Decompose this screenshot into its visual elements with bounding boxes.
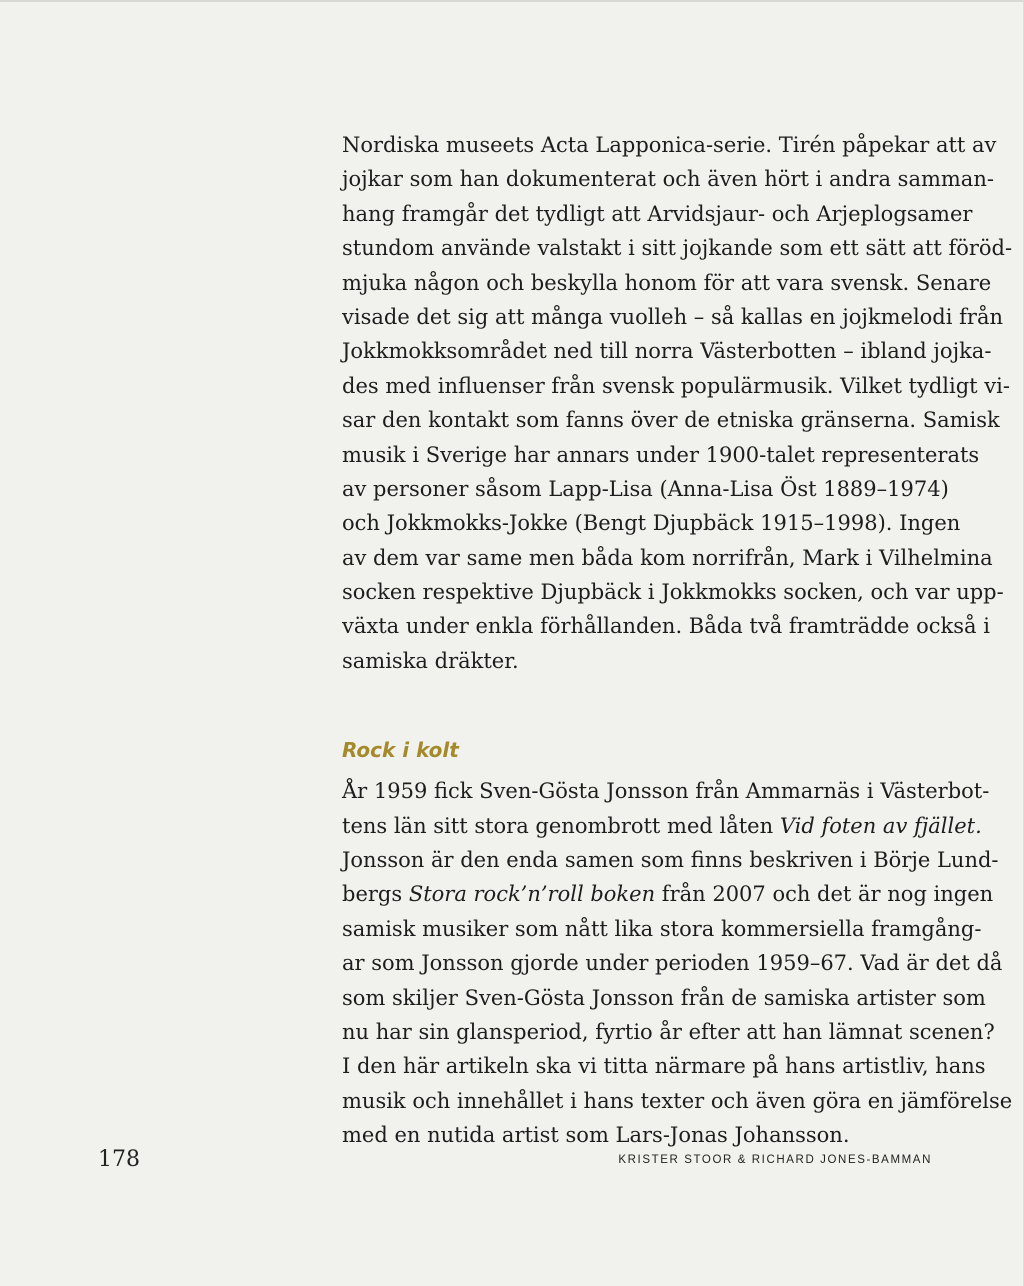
page-number: 178: [98, 1147, 140, 1172]
text-line: musik i Sverige har annars under 1900-talet representerats: [342, 442, 980, 467]
text-line: ar som Jonsson gjorde under perioden 1959–67. Vad är det då: [342, 951, 1003, 976]
text-line: [342, 809, 982, 843]
song-title: Vid foten av fjället.: [779, 813, 982, 838]
running-footer-authors: KRISTER STOOR & RICHARD JONES-BAMMAN: [618, 1154, 932, 1166]
text-line: samiska dräkter.: [342, 648, 519, 673]
text-line: och Jokkmokks-Jokke (Bengt Djupbäck 1915–1998). Ingen: [342, 511, 961, 536]
text-fragment: tens län sitt stora genombrott med låten: [342, 813, 780, 838]
text-line: med en nutida artist som Lars-Jonas Johansson.: [342, 1123, 850, 1148]
text-line: [342, 877, 994, 911]
text-line: sar den kontakt som fanns över de etniska gränserna. Samisk: [342, 408, 1000, 433]
main-text-column: [342, 128, 1013, 1153]
text-line: musik och innehållet i hans texter och även göra en jämförelse: [342, 1088, 1013, 1113]
text-fragment: från 2007 och det är nog ingen: [655, 882, 994, 907]
text-line: socken respektive Djupbäck i Jokkmokks socken, och var upp-: [342, 580, 1004, 605]
text-line: År 1959 fick Sven-Gösta Jonsson från Ammarnäs i Västerbot-: [342, 779, 990, 804]
book-title: Stora rock’n’roll boken: [408, 882, 656, 907]
page-footer: [0, 1147, 1024, 1177]
paragraph-intro: [342, 128, 1013, 678]
text-line: av personer såsom Lapp-Lisa (Anna-Lisa Öst 1889–1974): [342, 476, 949, 501]
text-line: visade det sig att många vuolleh – så kallas en jojkmelodi från: [342, 304, 1003, 329]
text-line: Nordiska museets Acta Lapponica-serie. Tirén påpekar att av: [342, 133, 997, 157]
text-line: växta under enkla förhållanden. Båda två framträdde också i: [342, 614, 990, 639]
text-line: samisk musiker som nått lika stora kommersiella framgång-: [342, 916, 982, 941]
text-line: som skiljer Sven-Gösta Jonsson från de samiska artister som: [342, 985, 986, 1010]
text-line: stundom använde valstakt i sitt jojkande som ett sätt att föröd-: [342, 236, 1013, 261]
text-fragment: bergs: [342, 882, 409, 907]
text-line: mjuka någon och beskylla honom för att vara svensk. Senare: [342, 270, 992, 295]
text-line: I den här artikeln ska vi titta närmare på hans artistliv, hans: [342, 1054, 986, 1079]
paragraph-rock-i-kolt: [342, 774, 1013, 1152]
text-line: des med influenser från svensk populärmusik. Vilket tydligt vi-: [342, 373, 1010, 398]
text-line: Jonsson är den enda samen som finns beskriven i Börje Lund-: [342, 848, 999, 873]
text-line: Jokkmokksområdet ned till norra Västerbotten – ibland jojka-: [342, 339, 992, 364]
text-line: hang framgår det tydligt att Arvidsjaur- och Arjeplogsamer: [342, 201, 973, 226]
text-line: nu har sin glansperiod, fyrtio år efter att han lämnat scenen?: [342, 1019, 995, 1044]
section-heading: Rock i kolt: [342, 738, 459, 763]
text-line: av dem var same men båda kom norrifrån, Mark i Vilhelmina: [342, 545, 993, 570]
text-line: jojkar som han dokumenterat och även hört i andra samman-: [342, 167, 994, 192]
